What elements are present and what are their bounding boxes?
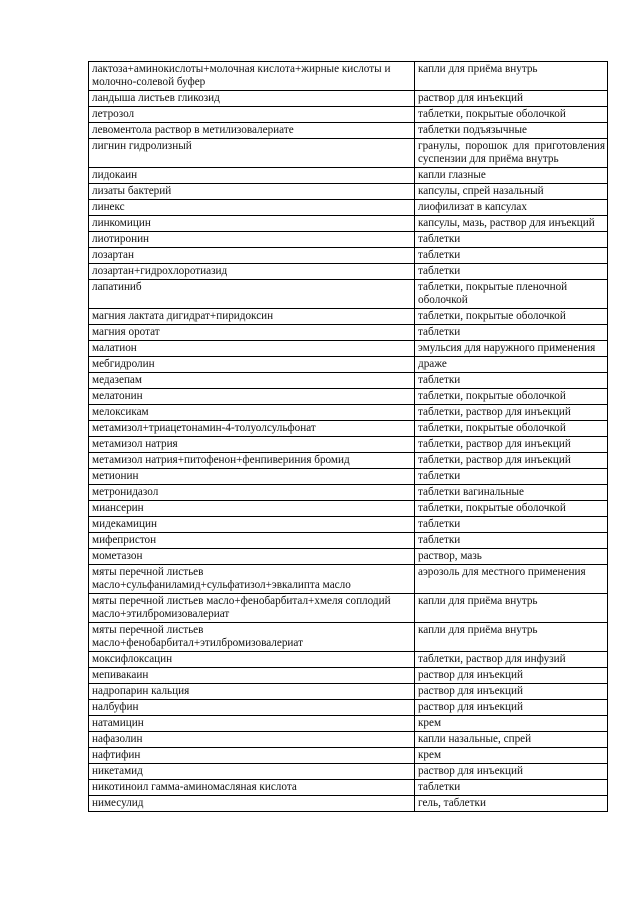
dosage-form-cell: капли для приёма внутрь xyxy=(415,623,608,652)
drug-name-cell: магния оротат xyxy=(89,325,415,341)
dosage-form-cell: таблетки, раствор для инъекций xyxy=(415,405,608,421)
table-row xyxy=(89,139,608,168)
drug-name-cell: миансерин xyxy=(89,501,415,517)
dosage-form-cell: гранулы, порошок для приготовления суспензии для приёма внутрь xyxy=(415,139,608,168)
table-row xyxy=(89,700,608,716)
table-row xyxy=(89,549,608,565)
table-row xyxy=(89,264,608,280)
table-row xyxy=(89,594,608,623)
drug-name-cell: линкомицин xyxy=(89,216,415,232)
dosage-form-cell: капли для приёма внутрь xyxy=(415,594,608,623)
drug-name-cell: лиотиронин xyxy=(89,232,415,248)
table-row xyxy=(89,533,608,549)
dosage-form-cell: таблетки xyxy=(415,264,608,280)
table-row xyxy=(89,325,608,341)
table-row xyxy=(89,309,608,325)
dosage-form-cell: раствор для инъекций xyxy=(415,684,608,700)
table-row xyxy=(89,107,608,123)
table-row xyxy=(89,469,608,485)
dosage-form-cell: раствор для инъекций xyxy=(415,668,608,684)
drug-name-cell: лигнин гидролизный xyxy=(89,139,415,168)
table-row xyxy=(89,280,608,309)
table-row xyxy=(89,389,608,405)
table-row xyxy=(89,248,608,264)
dosage-form-cell: раствор для инъекций xyxy=(415,91,608,107)
drug-name-cell: ландыша листьев гликозид xyxy=(89,91,415,107)
table-row xyxy=(89,184,608,200)
table-row xyxy=(89,232,608,248)
drug-name-cell: лозартан xyxy=(89,248,415,264)
drug-name-cell: мепивакаин xyxy=(89,668,415,684)
table-row xyxy=(89,357,608,373)
drug-name-cell: левоментола раствор в метилизовалериате xyxy=(89,123,415,139)
table-row xyxy=(89,168,608,184)
dosage-form-cell: раствор, мазь xyxy=(415,549,608,565)
drug-name-cell: мелоксикам xyxy=(89,405,415,421)
table-row xyxy=(89,780,608,796)
drug-name-cell: нимесулид xyxy=(89,796,415,812)
drug-name-cell: мидекамицин xyxy=(89,517,415,533)
dosage-form-cell: капсулы, спрей назальный xyxy=(415,184,608,200)
table-row xyxy=(89,200,608,216)
drug-name-cell: лидокаин xyxy=(89,168,415,184)
drug-name-cell: мяты перечной листьев масло+фенобарбитал+этилбромизовалериат xyxy=(89,623,415,652)
table-row xyxy=(89,732,608,748)
table-row xyxy=(89,485,608,501)
drug-table xyxy=(88,61,608,812)
table-row xyxy=(89,501,608,517)
drug-name-cell: медазепам xyxy=(89,373,415,389)
drug-name-cell: метронидазол xyxy=(89,485,415,501)
dosage-form-cell: таблетки вагинальные xyxy=(415,485,608,501)
drug-name-cell: летрозол xyxy=(89,107,415,123)
drug-name-cell: натамицин xyxy=(89,716,415,732)
table-row xyxy=(89,123,608,139)
table-row xyxy=(89,796,608,812)
dosage-form-cell: капсулы, мазь, раствор для инъекций xyxy=(415,216,608,232)
dosage-form-cell: таблетки, покрытые пленочной оболочкой xyxy=(415,280,608,309)
drug-name-cell: малатион xyxy=(89,341,415,357)
drug-name-cell: метамизол натрия+питофенон+фенпивериния бромид xyxy=(89,453,415,469)
dosage-form-cell: таблетки, покрытые оболочкой xyxy=(415,501,608,517)
dosage-form-cell: таблетки, покрытые оболочкой xyxy=(415,421,608,437)
drug-name-cell: нафазолин xyxy=(89,732,415,748)
dosage-form-cell: таблетки xyxy=(415,533,608,549)
dosage-form-cell: крем xyxy=(415,748,608,764)
drug-name-cell: метионин xyxy=(89,469,415,485)
table-row xyxy=(89,216,608,232)
drug-name-cell: мяты перечной листьев масло+сульфаниламид+сульфатизол+эвкалипта масло xyxy=(89,565,415,594)
table-row xyxy=(89,453,608,469)
drug-name-cell: надропарин кальция xyxy=(89,684,415,700)
table-row xyxy=(89,652,608,668)
dosage-form-cell: капли назальные, спрей xyxy=(415,732,608,748)
dosage-form-cell: капли глазные xyxy=(415,168,608,184)
drug-name-cell: нафтифин xyxy=(89,748,415,764)
dosage-form-cell: таблетки, раствор для инъекций xyxy=(415,453,608,469)
dosage-form-cell: эмульсия для наружного применения xyxy=(415,341,608,357)
drug-name-cell: мебгидролин xyxy=(89,357,415,373)
drug-name-cell: никотиноил гамма-аминомасляная кислота xyxy=(89,780,415,796)
drug-name-cell: мяты перечной листьев масло+фенобарбитал+хмеля соплодий масло+этилбромизовалериат xyxy=(89,594,415,623)
table-row xyxy=(89,668,608,684)
dosage-form-cell: таблетки xyxy=(415,373,608,389)
dosage-form-cell: лиофилизат в капсулах xyxy=(415,200,608,216)
table-row xyxy=(89,421,608,437)
dosage-form-cell: крем xyxy=(415,716,608,732)
table-row xyxy=(89,62,608,91)
dosage-form-cell: таблетки, раствор для инъекций xyxy=(415,437,608,453)
dosage-form-cell: гель, таблетки xyxy=(415,796,608,812)
dosage-form-cell: таблетки xyxy=(415,248,608,264)
table-row xyxy=(89,764,608,780)
drug-name-cell: линекс xyxy=(89,200,415,216)
drug-name-cell: лапатиниб xyxy=(89,280,415,309)
drug-name-cell: метамизол+триацетонамин-4-толуолсульфонат xyxy=(89,421,415,437)
dosage-form-cell: аэрозоль для местного применения xyxy=(415,565,608,594)
dosage-form-cell: капли для приёма внутрь xyxy=(415,62,608,91)
drug-name-cell: никетамид xyxy=(89,764,415,780)
dosage-form-cell: таблетки, покрытые оболочкой xyxy=(415,389,608,405)
table-row xyxy=(89,341,608,357)
drug-name-cell: лизаты бактерий xyxy=(89,184,415,200)
dosage-form-cell: таблетки, раствор для инфузий xyxy=(415,652,608,668)
table-row xyxy=(89,716,608,732)
dosage-form-cell: таблетки xyxy=(415,517,608,533)
drug-name-cell: магния лактата дигидрат+пиридоксин xyxy=(89,309,415,325)
dosage-form-cell: раствор для инъекций xyxy=(415,700,608,716)
table-row xyxy=(89,91,608,107)
dosage-form-cell: таблетки xyxy=(415,232,608,248)
drug-name-cell: мелатонин xyxy=(89,389,415,405)
table-row xyxy=(89,373,608,389)
dosage-form-cell: таблетки, покрытые оболочкой xyxy=(415,309,608,325)
table-row xyxy=(89,748,608,764)
dosage-form-cell: таблетки xyxy=(415,469,608,485)
dosage-form-cell: драже xyxy=(415,357,608,373)
drug-name-cell: лозартан+гидрохлоротиазид xyxy=(89,264,415,280)
drug-name-cell: метамизол натрия xyxy=(89,437,415,453)
table-row xyxy=(89,437,608,453)
table-row xyxy=(89,623,608,652)
dosage-form-cell: раствор для инъекций xyxy=(415,764,608,780)
dosage-form-cell: таблетки подъязычные xyxy=(415,123,608,139)
drug-name-cell: лактоза+аминокислоты+молочная кислота+жирные кислоты и молочно-солевой буфер xyxy=(89,62,415,91)
table-row xyxy=(89,684,608,700)
dosage-form-cell: таблетки xyxy=(415,780,608,796)
drug-name-cell: моксифлоксацин xyxy=(89,652,415,668)
drug-name-cell: налбуфин xyxy=(89,700,415,716)
table-row xyxy=(89,405,608,421)
table-row xyxy=(89,565,608,594)
dosage-form-cell: таблетки, покрытые оболочкой xyxy=(415,107,608,123)
table-row xyxy=(89,517,608,533)
dosage-form-cell: таблетки xyxy=(415,325,608,341)
drug-name-cell: мометазон xyxy=(89,549,415,565)
drug-table-body xyxy=(89,62,608,812)
drug-name-cell: мифепристон xyxy=(89,533,415,549)
